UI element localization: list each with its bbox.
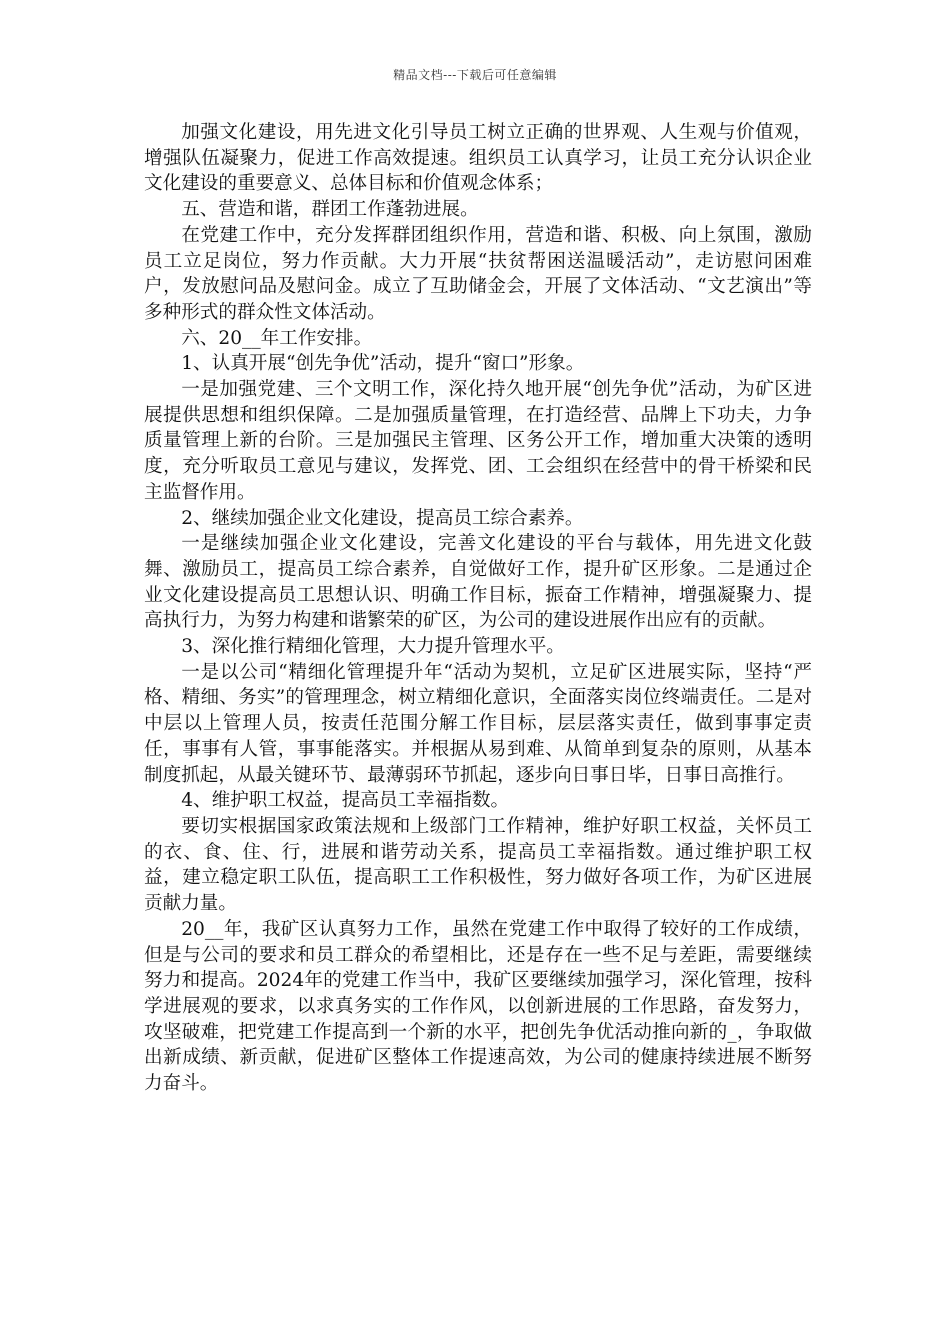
document-body bbox=[144, 120, 812, 1097]
subsection-heading: 4、维护职工权益，提高员工幸福指数。 bbox=[181, 790, 510, 812]
paragraph: 要切实根据国家政策法规和上级部门工作精神，维护好职工权益，关怀员工的衣、食、住、行，进展和谐劳动关系，提高员工幸福指数。通过维护职工权益，建立稳定职工队伍，提高职工工作积极性，努力做好各项工作，为矿区进展贡献力量。 bbox=[144, 815, 812, 915]
page-header: 精品文档---下载后可任意编辑 bbox=[393, 68, 557, 82]
paragraph: 一是继续加强企业文化建设，完善文化建设的平台与载体，用先进文化鼓舞、激励员工，提高员工综合素养，自觉做好工作，提升矿区形象。二是通过企业文化建设提高员工思想认识、明确工作目标，振奋工作精神，增强凝聚力、提高执行力，为努力构建和谐繁荣的矿区，为公司的建设进展作出应有的贡献。 bbox=[144, 533, 812, 632]
paragraph: 一是加强党建、三个文明工作，深化持久地开展“创先争优”活动，为矿区进展提供思想和组织保障。二是加强质量管理，在打造经营、品牌上下功夫，力争质量管理上新的台阶。三是加强民主管理、区务公开工作，增加重大决策的透明度，充分听取员工意见与建议，发挥党、团、工会组织在经营中的骨干桥梁和民主监督作用。 bbox=[144, 379, 812, 503]
subsection-heading: 2、继续加强企业文化建设，提高员工综合素养。 bbox=[181, 507, 584, 529]
paragraph: 一是以公司“精细化管理提升年“活动为契机，立足矿区进展实际，坚持“严格、精细、务实”的管理理念，树立精细化意识，全面落实岗位终端责任。二是对中层以上管理人员，按责任范围分解工作目标，层层落实责任，做到事事定责任，事事有人管，事事能落实。并根据从易到难、从简单到复杂的原则，从基本制度抓起，从最关键环节、最薄弱环节抓起，逐步向日事日毕，日事日高推行。 bbox=[144, 661, 812, 786]
section-heading: 六、20__年工作安排。 bbox=[181, 327, 373, 349]
subsection-heading: 1、认真开展“创先争优”活动，提升“窗口”形象。 bbox=[181, 353, 585, 375]
paragraph: 20__年，我矿区认真努力工作，虽然在党建工作中取得了较好的工作成绩，但是与公司的要求和员工群众的希望相比，还是存在一些不足与差距，需要继续努力和提高。2024年的党建工作当中，我矿区要继续加强学习，深化管理，按科学进展观的要求，以求真务实的工作作风，以创新进展的工作思路，奋发努力，攻坚破难，把党建工作提高到一个新的水平，把创先争优活动推向新的_，争取做出新成绩、新贡献，促进矿区整体工作提速高效，为公司的健康持续进展不断努力奋斗。 bbox=[144, 918, 812, 1095]
paragraph: 在党建工作中，充分发挥群团组织作用，营造和谐、积极、向上氛围，激励员工立足岗位，努力作贡献。大力开展“扶贫帮困送温暖活动”，走访慰问困难户，发放慰问品及慰问金。成立了互助储金会，开展了文体活动、“文艺演出”等多种形式的群众性文体活动。 bbox=[144, 224, 812, 323]
subsection-heading: 3、深化推行精细化管理，大力提升管理水平。 bbox=[181, 636, 565, 658]
paragraph: 加强文化建设，用先进文化引导员工树立正确的世界观、人生观与价值观，增强队伍凝聚力，促进工作高效提速。组织员工认真学习，让员工充分认识企业文化建设的重要意义、总体目标和价值观念体系； bbox=[144, 122, 812, 195]
section-heading: 五、营造和谐，群团工作蓬勃进展。 bbox=[181, 199, 479, 221]
